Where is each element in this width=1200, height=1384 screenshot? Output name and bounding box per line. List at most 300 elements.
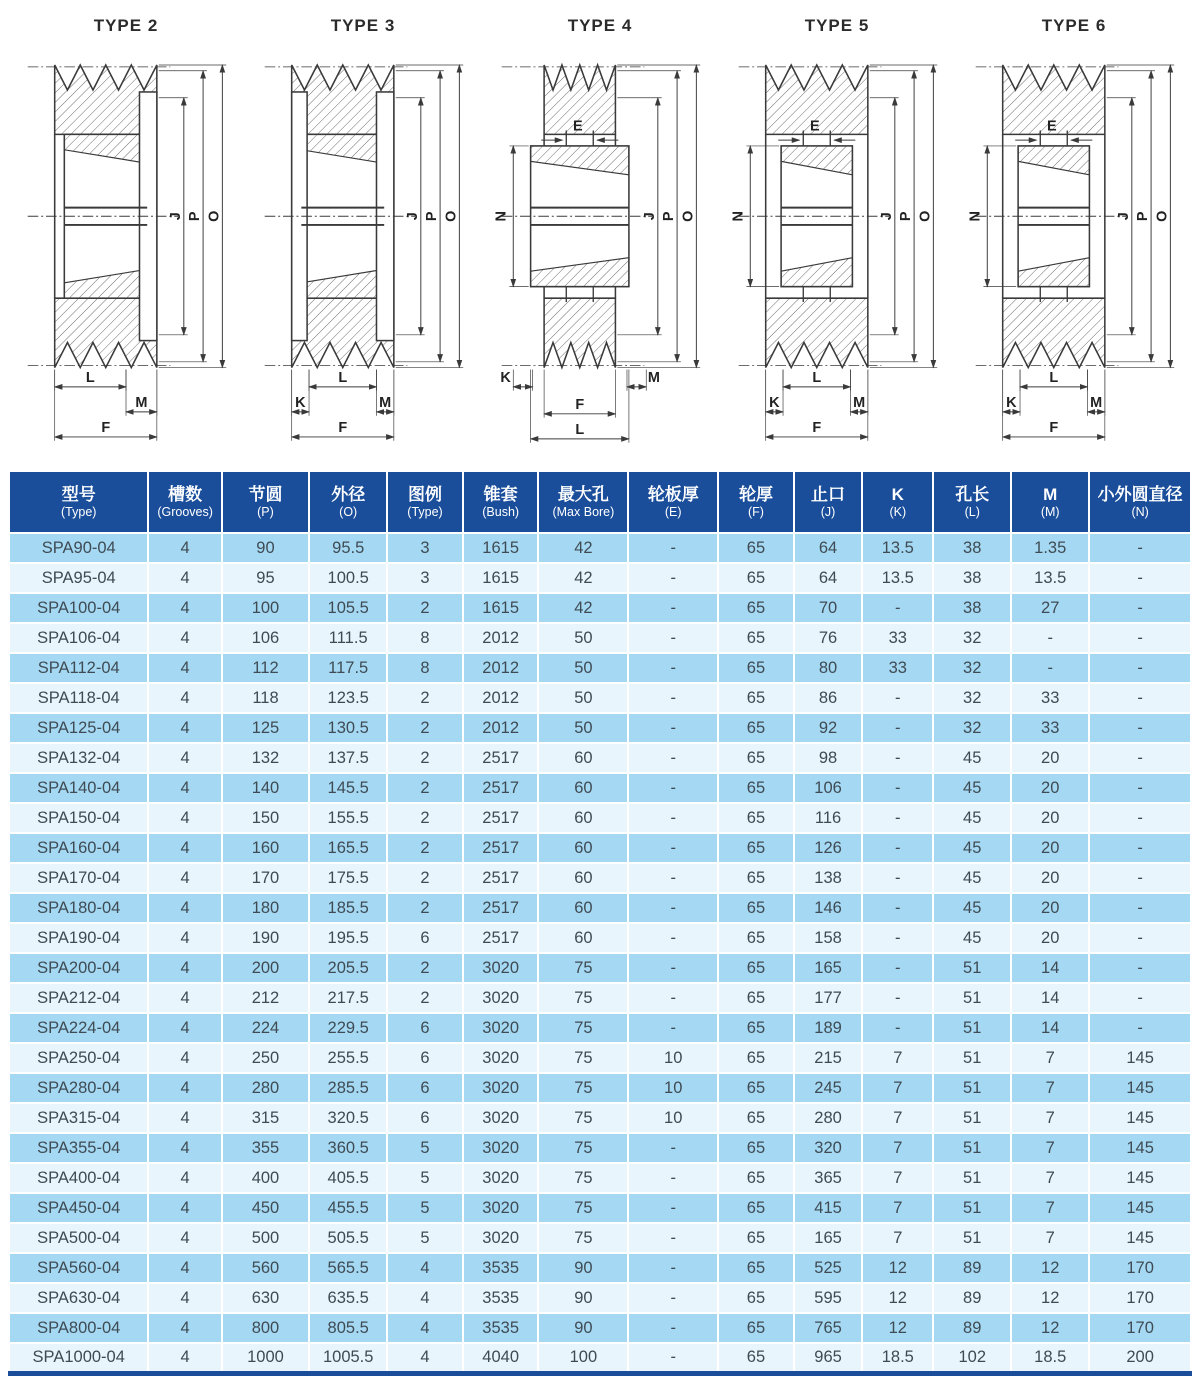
table-row	[9, 923, 1191, 953]
table-cell: 2517	[463, 743, 539, 773]
table-cell: 170	[1089, 1283, 1191, 1313]
table-cell: 33	[1011, 713, 1089, 743]
table-cell: 65	[718, 1343, 794, 1373]
table-cell: 4	[387, 1343, 463, 1373]
column-header-cn: 孔长	[955, 484, 990, 504]
table-cell: 158	[794, 923, 863, 953]
table-cell: 630	[222, 1283, 309, 1313]
table-cell: -	[1089, 953, 1191, 983]
table-cell: -	[628, 563, 718, 593]
table-cell: 6	[387, 1043, 463, 1073]
table-cell: 89	[933, 1283, 1011, 1313]
table-cell: 75	[538, 1193, 628, 1223]
table-row	[9, 623, 1191, 653]
table-cell: 505.5	[309, 1223, 387, 1253]
column-header-en: (O)	[339, 505, 358, 520]
table-cell: 132	[222, 743, 309, 773]
table-cell: 90	[538, 1253, 628, 1283]
table-cell: 33	[1011, 683, 1089, 713]
table-cell: SPA160-04	[9, 833, 148, 863]
svg-text:J: J	[641, 212, 658, 221]
table-cell: 2	[387, 983, 463, 1013]
table-cell: 595	[794, 1283, 863, 1313]
table-cell: 7	[1011, 1193, 1089, 1223]
table-cell: 100.5	[309, 563, 387, 593]
table-cell: 2517	[463, 773, 539, 803]
table-cell: 165	[794, 953, 863, 983]
table-cell: -	[1089, 893, 1191, 923]
table-cell: -	[628, 653, 718, 683]
table-cell: 4	[148, 1163, 221, 1193]
table-cell: 5	[387, 1193, 463, 1223]
spec-table	[8, 470, 1192, 1376]
table-cell: 2	[387, 833, 463, 863]
table-cell: 51	[933, 953, 1011, 983]
table-cell: 560	[222, 1253, 309, 1283]
table-cell: 2	[387, 773, 463, 803]
table-cell: 360.5	[309, 1133, 387, 1163]
table-cell: 42	[538, 563, 628, 593]
table-cell: 27	[1011, 593, 1089, 623]
table-cell: SPA250-04	[9, 1043, 148, 1073]
table-cell: 112	[222, 653, 309, 683]
table-cell: 195.5	[309, 923, 387, 953]
svg-text:J: J	[404, 212, 421, 221]
table-cell: 20	[1011, 863, 1089, 893]
table-cell: -	[1089, 563, 1191, 593]
table-cell: 13.5	[1011, 563, 1089, 593]
table-cell: 65	[718, 1013, 794, 1043]
table-cell: -	[862, 863, 933, 893]
svg-text:O: O	[917, 210, 934, 222]
table-cell: 65	[718, 1073, 794, 1103]
table-row	[9, 1163, 1191, 1193]
svg-text:K: K	[295, 395, 306, 412]
column-header-cn: 外径	[331, 484, 366, 504]
table-cell: 455.5	[309, 1193, 387, 1223]
svg-text:J: J	[167, 212, 184, 221]
table-cell: 1.35	[1011, 533, 1089, 563]
table-row	[9, 1043, 1191, 1073]
column-header-en: (P)	[257, 505, 274, 520]
column-header-en: (E)	[664, 505, 682, 520]
table-cell: 224	[222, 1013, 309, 1043]
table-cell: 565.5	[309, 1253, 387, 1283]
column-header	[628, 471, 718, 533]
table-cell: 65	[718, 743, 794, 773]
table-cell: 45	[933, 833, 1011, 863]
table-cell: 32	[933, 623, 1011, 653]
table-cell: SPA400-04	[9, 1163, 148, 1193]
table-cell: 75	[538, 1043, 628, 1073]
table-cell: SPA112-04	[9, 653, 148, 683]
table-cell: -	[628, 1343, 718, 1373]
table-cell: -	[628, 533, 718, 563]
table-cell: -	[1089, 713, 1191, 743]
diagram-title: TYPE 2	[93, 16, 159, 35]
pulley-cross-section-drawing	[10, 38, 242, 462]
table-row	[9, 563, 1191, 593]
table-cell: -	[1089, 803, 1191, 833]
table-cell: 111.5	[309, 623, 387, 653]
table-cell: 76	[794, 623, 863, 653]
table-cell: SPA190-04	[9, 923, 148, 953]
table-row	[9, 863, 1191, 893]
table-cell: 4	[148, 1253, 221, 1283]
table-cell: -	[628, 833, 718, 863]
header-row	[9, 471, 1191, 533]
table-cell: 20	[1011, 893, 1089, 923]
table-cell: 4	[387, 1253, 463, 1283]
svg-text:L: L	[1049, 370, 1059, 387]
svg-text:M: M	[647, 370, 660, 387]
table-cell: 75	[538, 953, 628, 983]
svg-text:M: M	[135, 395, 148, 412]
table-row	[9, 1313, 1191, 1343]
table-cell: 4040	[463, 1343, 539, 1373]
table-cell: -	[862, 983, 933, 1013]
table-cell: SPA90-04	[9, 533, 148, 563]
table-cell: 145.5	[309, 773, 387, 803]
column-header	[862, 471, 933, 533]
table-cell: -	[628, 953, 718, 983]
table-cell: -	[628, 773, 718, 803]
table-cell: 4	[148, 983, 221, 1013]
table-cell: 140	[222, 773, 309, 803]
table-cell: 65	[718, 1163, 794, 1193]
table-cell: SPA450-04	[9, 1193, 148, 1223]
table-cell: SPA150-04	[9, 803, 148, 833]
svg-text:E: E	[573, 118, 583, 135]
table-cell: 4	[148, 1073, 221, 1103]
table-cell: 75	[538, 1073, 628, 1103]
table-cell: 98	[794, 743, 863, 773]
table-cell: 1000	[222, 1343, 309, 1373]
table-cell: -	[628, 1253, 718, 1283]
table-cell: 106	[794, 773, 863, 803]
svg-text:M: M	[1090, 395, 1103, 412]
table-cell: 7	[862, 1133, 933, 1163]
table-cell: -	[628, 893, 718, 923]
column-header-cn: 锥套	[483, 484, 518, 504]
table-cell: 3020	[463, 983, 539, 1013]
table-row	[9, 683, 1191, 713]
table-cell: 118	[222, 683, 309, 713]
table-cell: 212	[222, 983, 309, 1013]
spec-table-head	[9, 471, 1191, 533]
diagram-type-3	[247, 6, 479, 462]
column-header-en: (F)	[747, 505, 764, 520]
table-cell: 2	[387, 863, 463, 893]
table-cell: 65	[718, 953, 794, 983]
table-cell: 32	[933, 683, 1011, 713]
table-cell: 245	[794, 1073, 863, 1103]
table-cell: 6	[387, 1103, 463, 1133]
table-cell: 2517	[463, 803, 539, 833]
table-cell: 4	[148, 863, 221, 893]
svg-text:K: K	[500, 370, 511, 387]
table-cell: 145	[1089, 1163, 1191, 1193]
table-cell: 95.5	[309, 533, 387, 563]
column-header-en: (Type)	[61, 505, 97, 520]
table-cell: 42	[538, 533, 628, 563]
table-cell: 800	[222, 1313, 309, 1343]
table-cell: 4	[148, 743, 221, 773]
table-cell: 170	[1089, 1313, 1191, 1343]
table-cell: 635.5	[309, 1283, 387, 1313]
table-cell: 75	[538, 1013, 628, 1043]
table-cell: SPA1000-04	[9, 1343, 148, 1373]
table-cell: 4	[148, 1013, 221, 1043]
table-cell: 138	[794, 863, 863, 893]
column-header-en: (Type)	[407, 505, 443, 520]
table-cell: SPA180-04	[9, 893, 148, 923]
table-cell: 4	[148, 683, 221, 713]
table-cell: 2	[387, 953, 463, 983]
column-header	[309, 471, 387, 533]
diagram-type-2	[10, 6, 242, 462]
diagram-type-4	[484, 6, 716, 462]
table-cell: 64	[794, 533, 863, 563]
column-header	[9, 471, 148, 533]
table-cell: SPA170-04	[9, 863, 148, 893]
table-cell: -	[628, 623, 718, 653]
table-row	[9, 1133, 1191, 1163]
svg-text:F: F	[101, 420, 111, 437]
table-cell: 3	[387, 563, 463, 593]
svg-text:L: L	[85, 370, 95, 387]
table-row	[9, 653, 1191, 683]
table-cell: 320.5	[309, 1103, 387, 1133]
table-cell: 4	[148, 1193, 221, 1223]
svg-text:K: K	[769, 395, 780, 412]
table-row	[9, 713, 1191, 743]
table-row	[9, 893, 1191, 923]
table-cell: 145	[1089, 1073, 1191, 1103]
table-cell: 51	[933, 1043, 1011, 1073]
column-header	[1011, 471, 1089, 533]
table-cell: 20	[1011, 803, 1089, 833]
table-cell: -	[628, 1133, 718, 1163]
table-cell: -	[628, 1223, 718, 1253]
table-cell: 65	[718, 983, 794, 1013]
table-cell: -	[1089, 623, 1191, 653]
table-cell: 65	[718, 683, 794, 713]
table-cell: 145	[1089, 1133, 1191, 1163]
svg-text:O: O	[1154, 210, 1171, 222]
column-header-cn: M	[1043, 484, 1058, 504]
table-cell: 65	[718, 533, 794, 563]
table-cell: 60	[538, 893, 628, 923]
table-cell: 155.5	[309, 803, 387, 833]
table-cell: 60	[538, 773, 628, 803]
table-cell: -	[628, 593, 718, 623]
table-cell: 150	[222, 803, 309, 833]
table-cell: -	[1011, 653, 1089, 683]
table-cell: 2517	[463, 863, 539, 893]
table-cell: -	[1089, 593, 1191, 623]
table-cell: SPA132-04	[9, 743, 148, 773]
svg-text:L: L	[338, 370, 348, 387]
table-cell: 4	[148, 953, 221, 983]
table-cell: 65	[718, 1193, 794, 1223]
table-cell: 51	[933, 1133, 1011, 1163]
table-cell: 3020	[463, 1133, 539, 1163]
table-row	[9, 983, 1191, 1013]
table-cell: 2	[387, 683, 463, 713]
svg-text:F: F	[575, 396, 585, 413]
table-cell: 189	[794, 1013, 863, 1043]
svg-text:N: N	[493, 211, 510, 222]
table-cell: 100	[538, 1343, 628, 1373]
table-cell: 400	[222, 1163, 309, 1193]
table-cell: 200	[1089, 1343, 1191, 1373]
table-cell: 12	[1011, 1283, 1089, 1313]
table-cell: 315	[222, 1103, 309, 1133]
table-cell: 2012	[463, 713, 539, 743]
table-cell: 3020	[463, 1103, 539, 1133]
table-cell: 42	[538, 593, 628, 623]
table-cell: 6	[387, 1073, 463, 1103]
table-cell: 6	[387, 923, 463, 953]
table-cell: -	[862, 923, 933, 953]
table-cell: 4	[148, 623, 221, 653]
column-header-en: (L)	[964, 505, 980, 520]
table-cell: -	[628, 1283, 718, 1313]
table-cell: 365	[794, 1163, 863, 1193]
table-cell: 7	[1011, 1133, 1089, 1163]
table-cell: 50	[538, 623, 628, 653]
svg-text:N: N	[730, 211, 747, 222]
table-cell: 4	[148, 1223, 221, 1253]
column-header-en: (Grooves)	[157, 505, 213, 520]
table-cell: 2	[387, 893, 463, 923]
table-row	[9, 773, 1191, 803]
table-row	[9, 1343, 1191, 1373]
table-cell: 45	[933, 773, 1011, 803]
table-cell: 65	[718, 1253, 794, 1283]
table-cell: 65	[718, 1223, 794, 1253]
column-header-en: (K)	[889, 505, 907, 520]
column-header-cn: 轮板厚	[647, 484, 699, 504]
table-cell: 4	[148, 563, 221, 593]
table-cell: 75	[538, 1163, 628, 1193]
table-cell: 51	[933, 1193, 1011, 1223]
column-header	[933, 471, 1011, 533]
table-cell: -	[628, 683, 718, 713]
table-cell: 4	[148, 1283, 221, 1313]
svg-text:K: K	[1006, 395, 1017, 412]
column-header-cn: 小外圆直径	[1097, 484, 1183, 504]
table-cell: 51	[933, 983, 1011, 1013]
table-cell: -	[1089, 923, 1191, 953]
table-cell: -	[862, 713, 933, 743]
table-cell: SPA355-04	[9, 1133, 148, 1163]
table-cell: 4	[148, 1103, 221, 1133]
table-cell: SPA125-04	[9, 713, 148, 743]
table-cell: 51	[933, 1013, 1011, 1043]
svg-text:P: P	[661, 211, 678, 222]
table-cell: 7	[1011, 1163, 1089, 1193]
table-cell: 12	[862, 1313, 933, 1343]
table-cell: 117.5	[309, 653, 387, 683]
table-cell: 45	[933, 863, 1011, 893]
table-cell: 765	[794, 1313, 863, 1343]
table-cell: SPA280-04	[9, 1073, 148, 1103]
table-cell: 3020	[463, 1073, 539, 1103]
table-cell: 65	[718, 1283, 794, 1313]
table-cell: -	[1089, 1013, 1191, 1043]
table-cell: 145	[1089, 1103, 1191, 1133]
column-header	[718, 471, 794, 533]
table-row	[9, 593, 1191, 623]
table-cell: SPA140-04	[9, 773, 148, 803]
table-cell: -	[1089, 653, 1191, 683]
table-cell: SPA224-04	[9, 1013, 148, 1043]
table-cell: -	[628, 983, 718, 1013]
table-cell: 1615	[463, 533, 539, 563]
table-cell: 4	[148, 833, 221, 863]
table-cell: 130.5	[309, 713, 387, 743]
svg-text:E: E	[810, 118, 820, 135]
table-cell: 5	[387, 1133, 463, 1163]
table-cell: 65	[718, 773, 794, 803]
table-cell: 14	[1011, 983, 1089, 1013]
table-cell: SPA212-04	[9, 983, 148, 1013]
table-cell: -	[628, 863, 718, 893]
pulley-cross-section-drawing	[484, 38, 716, 462]
table-cell: 2	[387, 743, 463, 773]
table-row	[9, 1013, 1191, 1043]
table-cell: -	[628, 713, 718, 743]
table-cell: 7	[862, 1163, 933, 1193]
diagram-title: TYPE 6	[1041, 16, 1107, 35]
table-cell: -	[628, 1013, 718, 1043]
column-header-cn: 型号	[61, 484, 96, 504]
table-cell: 60	[538, 743, 628, 773]
diagram-title: TYPE 4	[567, 16, 633, 35]
table-cell: 3535	[463, 1253, 539, 1283]
table-cell: SPA100-04	[9, 593, 148, 623]
svg-text:E: E	[1047, 118, 1057, 135]
table-cell: 4	[148, 803, 221, 833]
table-cell: SPA630-04	[9, 1283, 148, 1313]
column-header-cn: 槽数	[168, 484, 203, 504]
pulley-type-drawings	[0, 0, 1200, 462]
table-cell: 229.5	[309, 1013, 387, 1043]
table-cell: SPA560-04	[9, 1253, 148, 1283]
table-cell: 86	[794, 683, 863, 713]
svg-text:P: P	[187, 211, 204, 222]
table-cell: 4	[148, 1133, 221, 1163]
table-cell: -	[628, 803, 718, 833]
table-cell: 7	[862, 1223, 933, 1253]
table-cell: 45	[933, 923, 1011, 953]
table-cell: 2012	[463, 623, 539, 653]
table-cell: -	[862, 773, 933, 803]
table-cell: 90	[538, 1313, 628, 1343]
table-cell: 38	[933, 533, 1011, 563]
table-cell: 89	[933, 1313, 1011, 1343]
table-cell: 75	[538, 1103, 628, 1133]
table-cell: 10	[628, 1073, 718, 1103]
diagram-type-6	[958, 6, 1190, 462]
table-row	[9, 833, 1191, 863]
svg-text:F: F	[338, 420, 348, 437]
table-cell: 13.5	[862, 563, 933, 593]
column-header	[387, 471, 463, 533]
table-cell: 45	[933, 803, 1011, 833]
